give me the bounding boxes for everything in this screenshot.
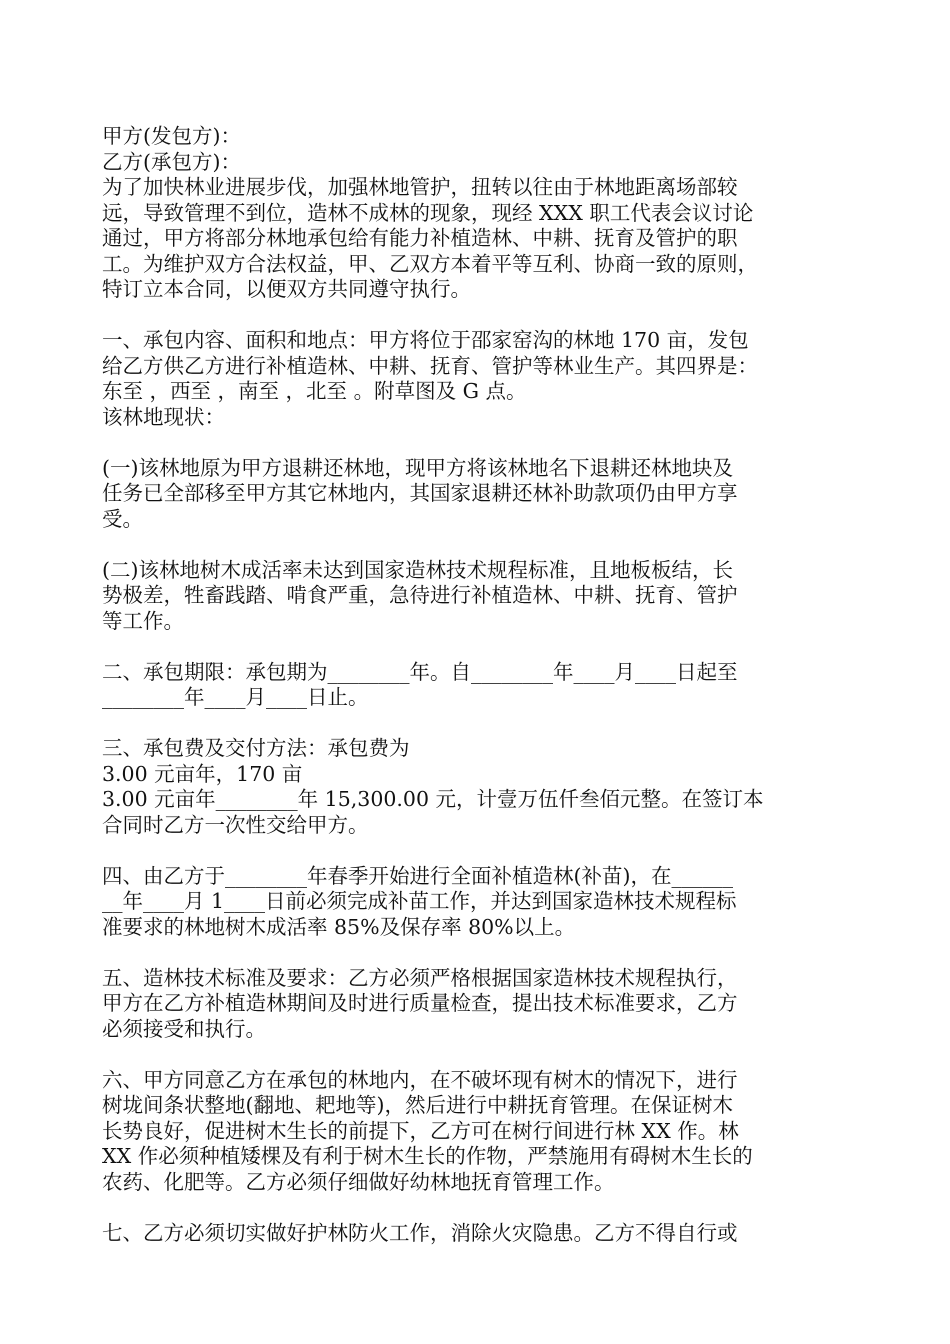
text-line: 二、承包期限：承包期为________年。自________年____月____日起至: [102, 659, 738, 684]
paragraph-gap: [102, 940, 852, 966]
text-line: 远，导致管理不到位，造林不成林的现象，现经 XXX 职工代表会议讨论: [102, 200, 754, 225]
paragraph-preamble: [102, 175, 852, 303]
text-line: 3.00 元亩年________年 15,300.00 元，计壹万伍仟叁佰元整。在签订本: [102, 787, 764, 811]
paragraph-clause-3: [102, 736, 852, 838]
paragraph-status-1: [102, 456, 852, 533]
text-line: 甲方在乙方补植造林期间及时进行质量检查，提出技术标准要求，乙方: [102, 991, 738, 1015]
text-line: 受。: [102, 506, 143, 531]
paragraph-party-b: [102, 150, 852, 176]
text-line: 通过，甲方将部分林地承包给有能力补植造林、中耕、抚育及管护的职: [102, 226, 738, 250]
text-line: 三、承包费及交付方法：承包费为: [102, 736, 410, 760]
text-line: 一、承包内容、面积和地点：甲方将位于邵家窑沟的林地 170 亩，发包: [102, 328, 749, 352]
paragraph-gap: [102, 532, 852, 558]
text-line: 甲方(发包方)：: [102, 124, 241, 148]
text-line: 合同时乙方一次性交给甲方。: [102, 812, 369, 837]
paragraph-clause-2: [102, 660, 852, 711]
paragraph-gap: [102, 634, 852, 660]
text-line: 东至 ，西至 ，南至 ，北至 。附草图及 G 点。: [102, 379, 527, 403]
text-line: 准要求的林地树木成活率 85%及保存率 80%以上。: [102, 914, 576, 939]
paragraph-status-2: [102, 558, 852, 635]
text-line: (一)该林地原为甲方退耕还林地，现甲方将该林地名下退耕还林地块及: [102, 455, 733, 480]
contract-page: [102, 124, 852, 1246]
paragraph-gap: [102, 1195, 852, 1221]
text-line: 给乙方供乙方进行补植造林、中耕、抚育、管护等林业生产。其四界是：: [102, 353, 758, 378]
text-line: 四、由乙方于________年春季开始进行全面补植造林(补苗)，在______: [102, 863, 733, 888]
text-line: 五、造林技术标准及要求：乙方必须严格根据国家造林技术规程执行，: [102, 965, 738, 990]
text-line: 乙方(承包方)：: [102, 149, 241, 174]
paragraph-clause-6: [102, 1068, 852, 1196]
text-line: 该林地现状：: [102, 404, 225, 429]
text-line: 特订立本合同，以便双方共同遵守执行。: [102, 277, 471, 301]
text-line: 3.00 元亩年，170 亩: [102, 761, 303, 786]
text-line: ________年____月____日止。: [102, 685, 369, 709]
paragraph-clause-1: [102, 328, 852, 405]
text-line: 树垅间条状整地(翻地、耙地等)，然后进行中耕抚育管理。在保证树木: [102, 1093, 733, 1117]
paragraph-gap: [102, 303, 852, 329]
text-line: 六、甲方同意乙方在承包的林地内，在不破坏现有树木的情况下，进行: [102, 1067, 738, 1092]
text-line: __年____月 1____日前必须完成补苗工作，并达到国家造林技术规程标: [102, 889, 737, 913]
text-line: XX 作必须种植矮棵及有利于树木生长的作物，严禁施用有碍树木生长的: [102, 1144, 753, 1168]
text-line: 任务已全部移至甲方其它林地内，其国家退耕还林补助款项仍由甲方享: [102, 481, 738, 505]
paragraph-clause-4: [102, 864, 852, 941]
text-line: 长势良好，促进树木生长的前提下，乙方可在树行间进行林 XX 作。林: [102, 1118, 739, 1143]
paragraph-clause-7: [102, 1221, 852, 1247]
paragraph-gap: [102, 430, 852, 456]
paragraph-party-a: [102, 124, 852, 150]
paragraph-gap: [102, 1042, 852, 1068]
paragraph-gap: [102, 711, 852, 737]
text-line: 工。为维护双方合法权益，甲、乙双方本着平等互利、协商一致的原则，: [102, 251, 758, 276]
paragraph-status-heading: [102, 405, 852, 431]
text-line: 为了加快林业进展步伐，加强林地管护，扭转以往由于林地距离场部较: [102, 175, 738, 199]
text-line: (二)该林地树木成活率未达到国家造林技术规程标准，且地板板结，长: [102, 557, 733, 582]
text-line: 七、乙方必须切实做好护林防火工作，消除火灾隐患。乙方不得自行或: [102, 1220, 738, 1245]
text-line: 农药、化肥等。乙方必须仔细做好幼林地抚育管理工作。: [102, 1169, 615, 1194]
paragraph-gap: [102, 838, 852, 864]
text-line: 等工作。: [102, 608, 184, 633]
text-line: 势极差，牲畜践踏、啃食严重，急待进行补植造林、中耕、抚育、管护: [102, 583, 738, 607]
paragraph-clause-5: [102, 966, 852, 1043]
text-line: 必须接受和执行。: [102, 1016, 266, 1041]
